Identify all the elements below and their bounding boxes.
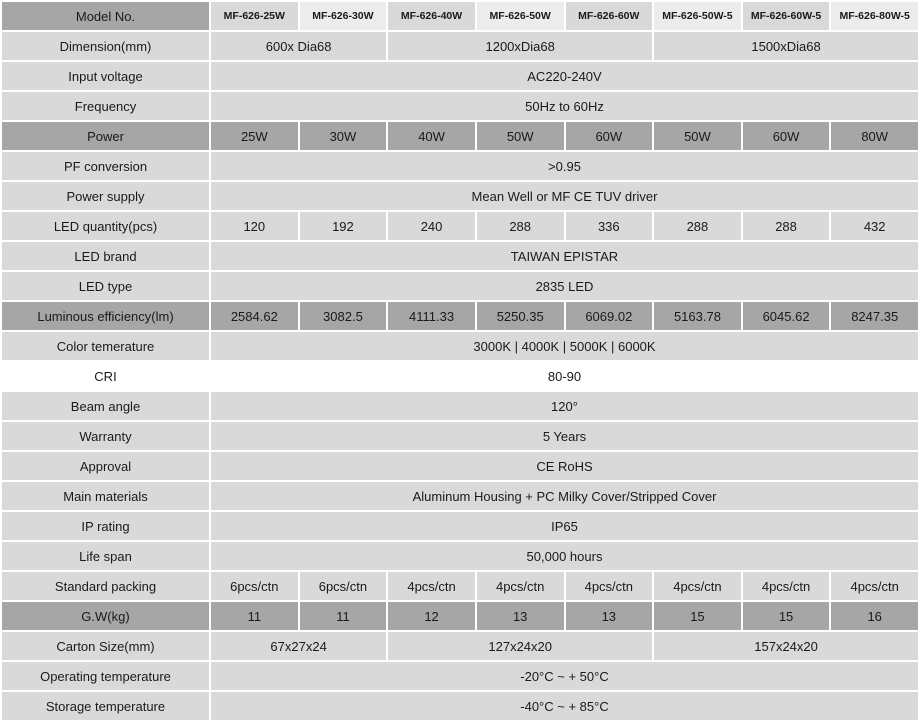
spec-row: [2, 602, 918, 630]
spec-row: [2, 62, 918, 90]
spec-row-label: Color temerature: [2, 332, 209, 360]
spec-value-cell: 80W: [831, 122, 918, 150]
spec-row: [2, 122, 918, 150]
model-number-cell: MF-626-50W: [477, 2, 564, 30]
spec-row: [2, 692, 918, 720]
spec-value-cell: 16: [831, 602, 918, 630]
spec-row-label: Input voltage: [2, 62, 209, 90]
spec-value-cell: 25W: [211, 122, 298, 150]
spec-row-label: Power supply: [2, 182, 209, 210]
spec-value-cell: 60W: [566, 122, 653, 150]
model-number-cell: MF-626-40W: [388, 2, 475, 30]
spec-value-cell: 240: [388, 212, 475, 240]
spec-value-cell: 6045.62: [743, 302, 830, 330]
spec-row: [2, 482, 918, 510]
spec-row-label: Approval: [2, 452, 209, 480]
spec-row-label: Main materials: [2, 482, 209, 510]
spec-value-cell: 1500xDia68: [654, 32, 918, 60]
model-number-cell: MF-626-60W-5: [743, 2, 830, 30]
spec-row: [2, 92, 918, 120]
spec-value-cell: 288: [654, 212, 741, 240]
spec-row: [2, 362, 918, 390]
spec-row: [2, 152, 918, 180]
spec-table-body: [2, 2, 918, 720]
spec-row-label: IP rating: [2, 512, 209, 540]
spec-row: [2, 242, 918, 270]
spec-value-cell: 120°: [211, 392, 918, 420]
spec-value-cell: 50W: [477, 122, 564, 150]
spec-value-cell: 30W: [300, 122, 387, 150]
model-number-cell: MF-626-25W: [211, 2, 298, 30]
spec-value-cell: CE RoHS: [211, 452, 918, 480]
spec-value-cell: AC220-240V: [211, 62, 918, 90]
spec-row-label: PF conversion: [2, 152, 209, 180]
spec-row-label: Operating temperature: [2, 662, 209, 690]
spec-value-cell: 157x24x20: [654, 632, 918, 660]
spec-value-cell: 15: [654, 602, 741, 630]
spec-value-cell: 4pcs/ctn: [743, 572, 830, 600]
spec-value-cell: 13: [477, 602, 564, 630]
spec-value-cell: 11: [300, 602, 387, 630]
spec-row-label: Frequency: [2, 92, 209, 120]
spec-row-label: Life span: [2, 542, 209, 570]
spec-row-label: Power: [2, 122, 209, 150]
model-number-cell: MF-626-50W-5: [654, 2, 741, 30]
spec-value-cell: 50Hz to 60Hz: [211, 92, 918, 120]
spec-value-cell: 40W: [388, 122, 475, 150]
spec-value-cell: 12: [388, 602, 475, 630]
spec-row-label: LED brand: [2, 242, 209, 270]
spec-row: [2, 542, 918, 570]
spec-row: [2, 212, 918, 240]
spec-value-cell: 6pcs/ctn: [211, 572, 298, 600]
spec-value-cell: -20°C ~ + 50°C: [211, 662, 918, 690]
spec-value-cell: 3000K | 4000K | 5000K | 6000K: [211, 332, 918, 360]
spec-value-cell: TAIWAN EPISTAR: [211, 242, 918, 270]
spec-row: [2, 452, 918, 480]
spec-value-cell: 4pcs/ctn: [831, 572, 918, 600]
spec-row-label: Standard packing: [2, 572, 209, 600]
spec-value-cell: 192: [300, 212, 387, 240]
spec-row: [2, 632, 918, 660]
spec-value-cell: 5 Years: [211, 422, 918, 450]
spec-value-cell: 4pcs/ctn: [388, 572, 475, 600]
spec-value-cell: 6pcs/ctn: [300, 572, 387, 600]
spec-value-cell: 5250.35: [477, 302, 564, 330]
spec-value-cell: 5163.78: [654, 302, 741, 330]
spec-value-cell: 2835 LED: [211, 272, 918, 300]
spec-value-cell: 432: [831, 212, 918, 240]
spec-value-cell: 288: [743, 212, 830, 240]
spec-row: [2, 302, 918, 330]
spec-row: [2, 662, 918, 690]
spec-value-cell: 8247.35: [831, 302, 918, 330]
spec-row: [2, 422, 918, 450]
spec-row-label: Model No.: [2, 2, 209, 30]
spec-row-label: Storage temperature: [2, 692, 209, 720]
spec-value-cell: 2584.62: [211, 302, 298, 330]
spec-value-cell: 600x Dia68: [211, 32, 386, 60]
spec-value-cell: 6069.02: [566, 302, 653, 330]
spec-value-cell: 80-90: [211, 362, 918, 390]
spec-row: [2, 2, 918, 30]
spec-value-cell: 4pcs/ctn: [477, 572, 564, 600]
spec-value-cell: 67x27x24: [211, 632, 386, 660]
spec-value-cell: 50W: [654, 122, 741, 150]
spec-row: [2, 32, 918, 60]
spec-row-label: G.W(kg): [2, 602, 209, 630]
spec-value-cell: Mean Well or MF CE TUV driver: [211, 182, 918, 210]
model-number-cell: MF-626-30W: [300, 2, 387, 30]
spec-row: [2, 572, 918, 600]
spec-value-cell: Aluminum Housing + PC Milky Cover/Stripped Cover: [211, 482, 918, 510]
spec-value-cell: 4pcs/ctn: [566, 572, 653, 600]
spec-value-cell: 4pcs/ctn: [654, 572, 741, 600]
spec-value-cell: 50,000 hours: [211, 542, 918, 570]
spec-value-cell: 15: [743, 602, 830, 630]
spec-value-cell: 288: [477, 212, 564, 240]
spec-row-label: Dimension(mm): [2, 32, 209, 60]
spec-value-cell: 127x24x20: [388, 632, 652, 660]
spec-row-label: Luminous efficiency(lm): [2, 302, 209, 330]
spec-row: [2, 182, 918, 210]
spec-value-cell: >0.95: [211, 152, 918, 180]
model-number-cell: MF-626-60W: [566, 2, 653, 30]
model-number-cell: MF-626-80W-5: [831, 2, 918, 30]
spec-row-label: LED quantity(pcs): [2, 212, 209, 240]
spec-value-cell: 4111.33: [388, 302, 475, 330]
spec-row-label: CRI: [2, 362, 209, 390]
spec-value-cell: 60W: [743, 122, 830, 150]
spec-row-label: Warranty: [2, 422, 209, 450]
spec-row: [2, 512, 918, 540]
spec-row: [2, 392, 918, 420]
spec-value-cell: 120: [211, 212, 298, 240]
spec-value-cell: IP65: [211, 512, 918, 540]
spec-value-cell: 3082.5: [300, 302, 387, 330]
spec-row-label: LED type: [2, 272, 209, 300]
spec-value-cell: 13: [566, 602, 653, 630]
spec-row-label: Carton Size(mm): [2, 632, 209, 660]
spec-value-cell: 11: [211, 602, 298, 630]
spec-row: [2, 272, 918, 300]
spec-value-cell: -40°C ~ + 85°C: [211, 692, 918, 720]
spec-value-cell: 1200xDia68: [388, 32, 652, 60]
spec-row-label: Beam angle: [2, 392, 209, 420]
spec-row: [2, 332, 918, 360]
spec-value-cell: 336: [566, 212, 653, 240]
